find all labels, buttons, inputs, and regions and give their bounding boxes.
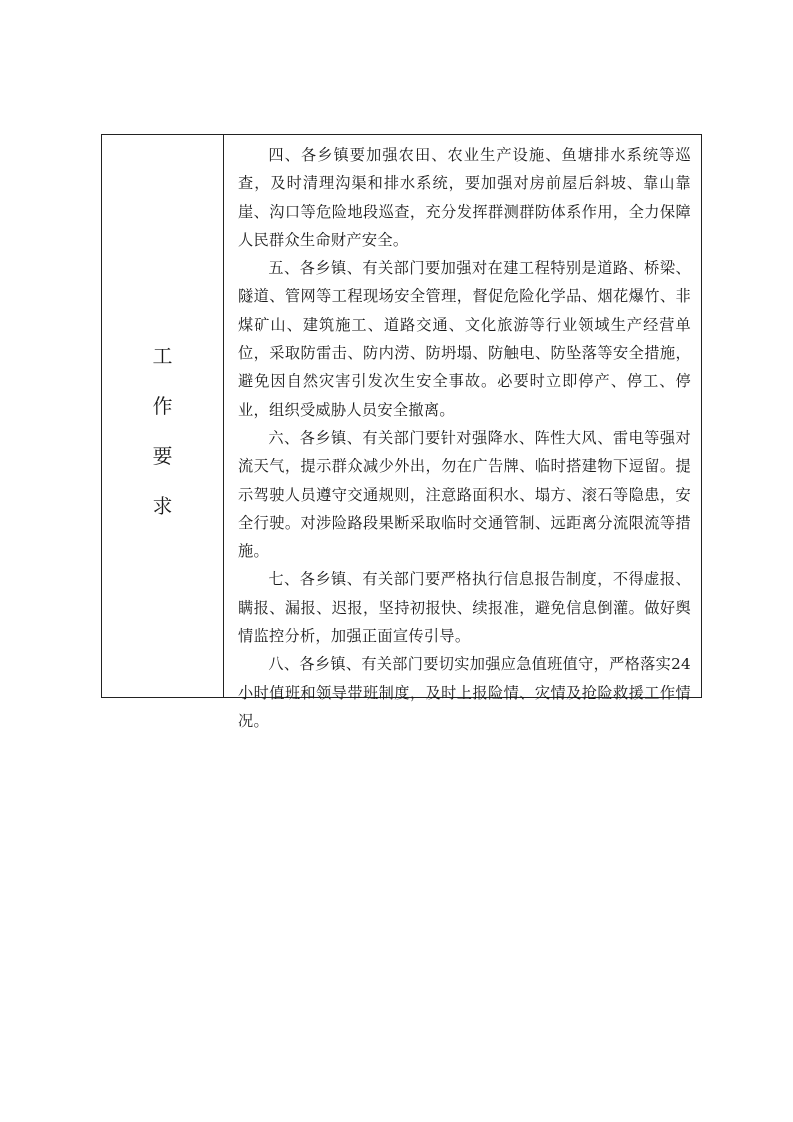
label-char: 作 — [152, 394, 173, 418]
paragraph-item-4: 四、各乡镇要加强农田、农业生产设施、鱼塘排水系统等巡查，及时清理沟渠和排水系统，要加强对房前屋后斜坡、靠山靠崖、沟口等危险地段巡查，充分发挥群测群防体系作用，全力保障人民群众生命财产安全。 — [238, 146, 691, 249]
content-cell — [224, 135, 701, 730]
label-text — [153, 331, 173, 531]
label-char: 求 — [152, 494, 173, 518]
paragraph-item-7: 七、各乡镇、有关部门要严格执行信息报告制度，不得虚报、瞒报、漏报、迟报，坚持初报快、续报准，避免信息倒灌。做好舆情监控分析，加强正面宣传引导。 — [238, 570, 691, 646]
label-char: 要 — [152, 444, 173, 468]
paragraph-item-8: 八、各乡镇、有关部门要切实加强应急值班值守，严格落实24小时值班和领导带班制度，及时上报险情、灾情及抢险救援工作情况。 — [238, 655, 691, 730]
label-char: 工 — [152, 344, 173, 368]
paragraph-item-6: 六、各乡镇、有关部门要针对强降水、阵性大风、雷电等强对流天气，提示群众减少外出，勿在广告牌、临时搭建物下逗留。提示驾驶人员遵守交通规则，注意路面积水、塌方、滚石等隐患，安全行驶。对涉险路段果断采取临时交通管制、远距离分流限流等措施。 — [238, 428, 691, 561]
paragraph-item-5: 五、各乡镇、有关部门要加强对在建工程特别是道路、桥梁、隧道、管网等工程现场安全管理，督促危险化学品、烟花爆竹、非煤矿山、建筑施工、道路交通、文化旅游等行业领域生产经营单位，采取防雷击、防内涝、防坍塌、防触电、防坠落等安全措施，避免因自然灾害引发次生安全事故。必要时立即停产、停工、停业，组织受威胁人员安全撤离。 — [238, 259, 691, 419]
label-cell — [102, 135, 224, 697]
work-requirements-table — [101, 134, 702, 730]
